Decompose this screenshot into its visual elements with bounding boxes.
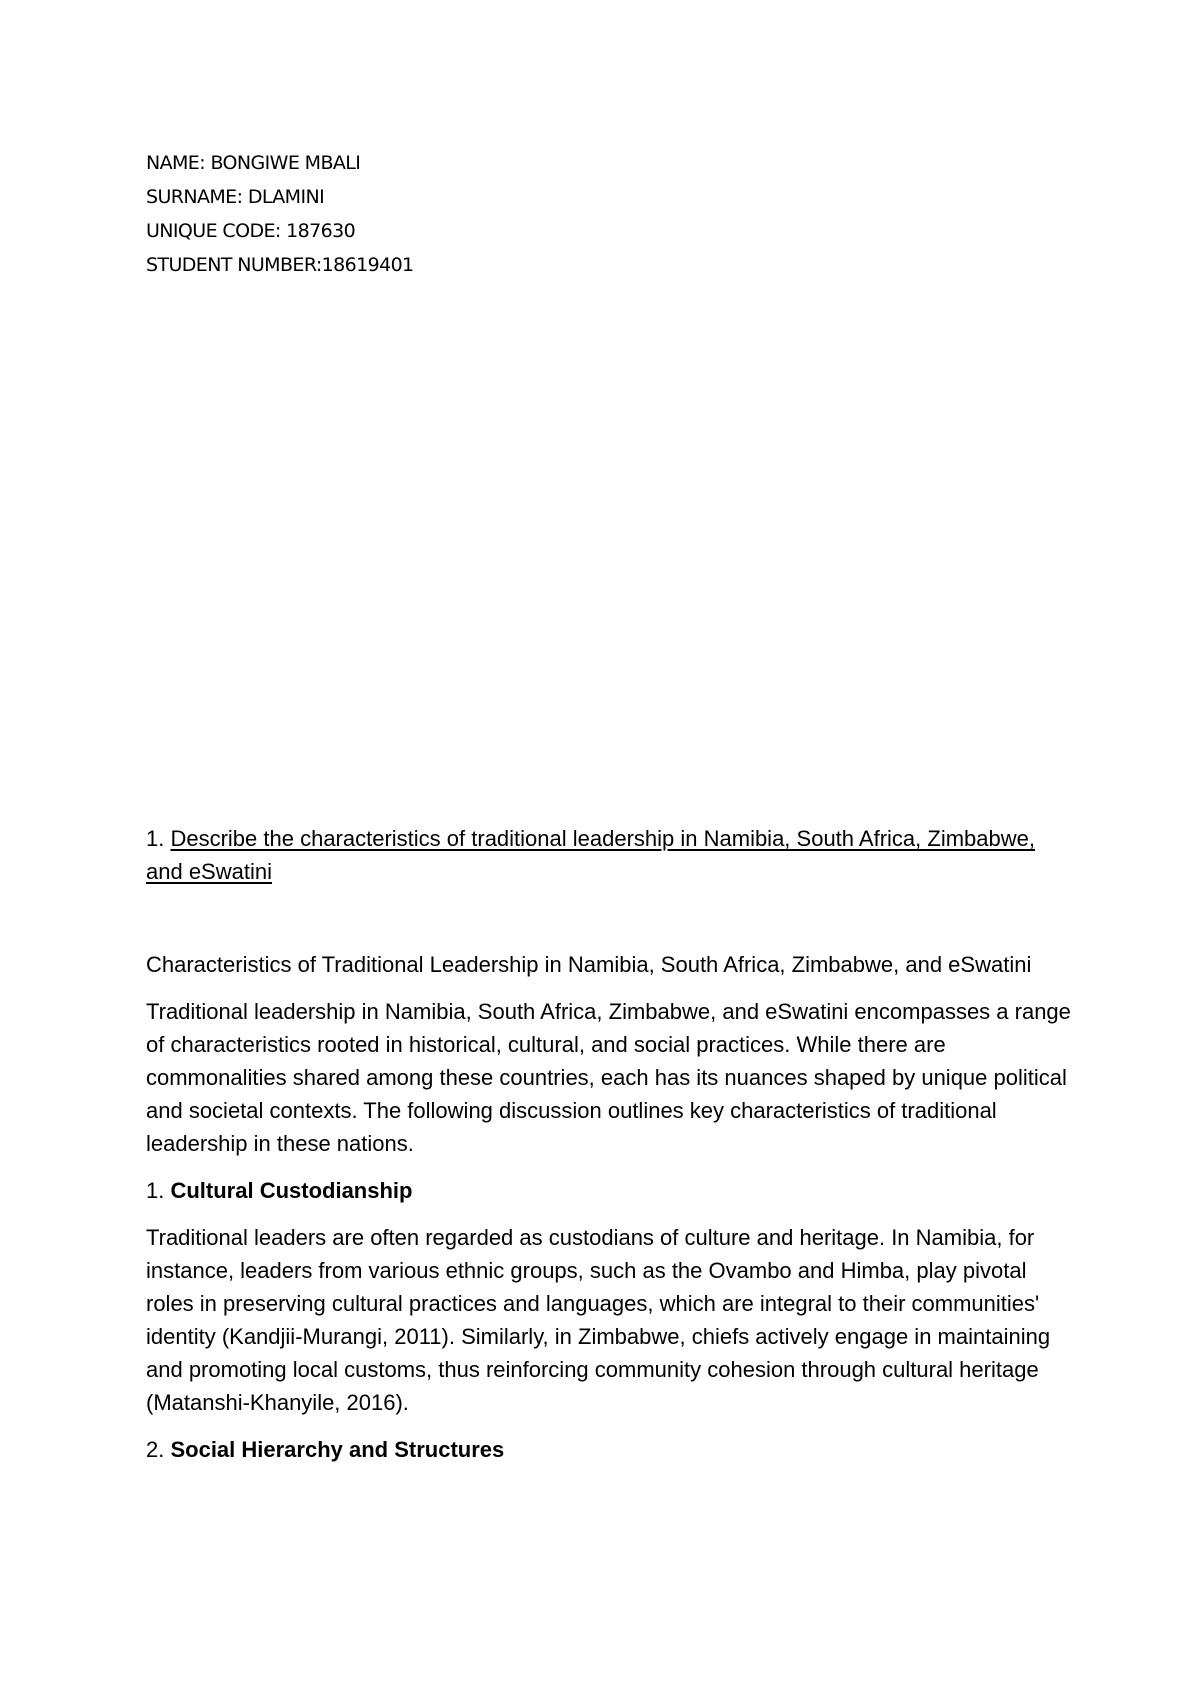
section-title: Social Hierarchy and Structures bbox=[170, 1437, 505, 1462]
question-text: Describe the characteristics of traditional leadership in Namibia, South Africa, Zimbabwe, and eSwatini bbox=[146, 826, 1035, 884]
section-title: Cultural Custodianship bbox=[170, 1178, 413, 1203]
intro-paragraph: Traditional leadership in Namibia, South Africa, Zimbabwe, and eSwatini encompasses a range of characteristics rooted in historical, cultural, and social practices. While there are commonalities shared among these countries, each has its nuances shaped by unique political and societal contexts. The following discussion outlines key characteristics of traditional leadership in these nations. bbox=[146, 999, 1071, 1156]
student-surname: SURNAME: DLAMINI bbox=[146, 186, 325, 208]
student-number: STUDENT NUMBER:18619401 bbox=[146, 254, 414, 276]
section-number: 1. bbox=[146, 1178, 171, 1203]
question-heading bbox=[146, 822, 1076, 888]
student-details bbox=[146, 146, 414, 282]
unique-code: UNIQUE CODE: 187630 bbox=[146, 220, 356, 242]
document-body bbox=[146, 822, 1076, 1466]
section-number: 2. bbox=[146, 1437, 171, 1462]
student-name: NAME: BONGIWE MBALI bbox=[146, 152, 361, 174]
question-number: 1. bbox=[146, 826, 171, 851]
section-paragraph: Traditional leaders are often regarded as custodians of culture and heritage. In Namibia, for instance, leaders from various ethnic groups, such as the Ovambo and Himba, play pivotal roles in preserving cultural practices and languages, which are integral to their communities' identity (Kandjii-Murangi, 2011). Similarly, in Zimbabwe, chiefs actively engage in maintaining and promoting local customs, thus reinforcing community cohesion through cultural heritage (Matanshi-Khanyile, 2016). bbox=[146, 1225, 1051, 1415]
section-heading bbox=[146, 1433, 1076, 1466]
essay-subtitle: Characteristics of Traditional Leadership in Namibia, South Africa, Zimbabwe, and eSwatini bbox=[146, 952, 1032, 977]
section-heading bbox=[146, 1174, 1076, 1207]
